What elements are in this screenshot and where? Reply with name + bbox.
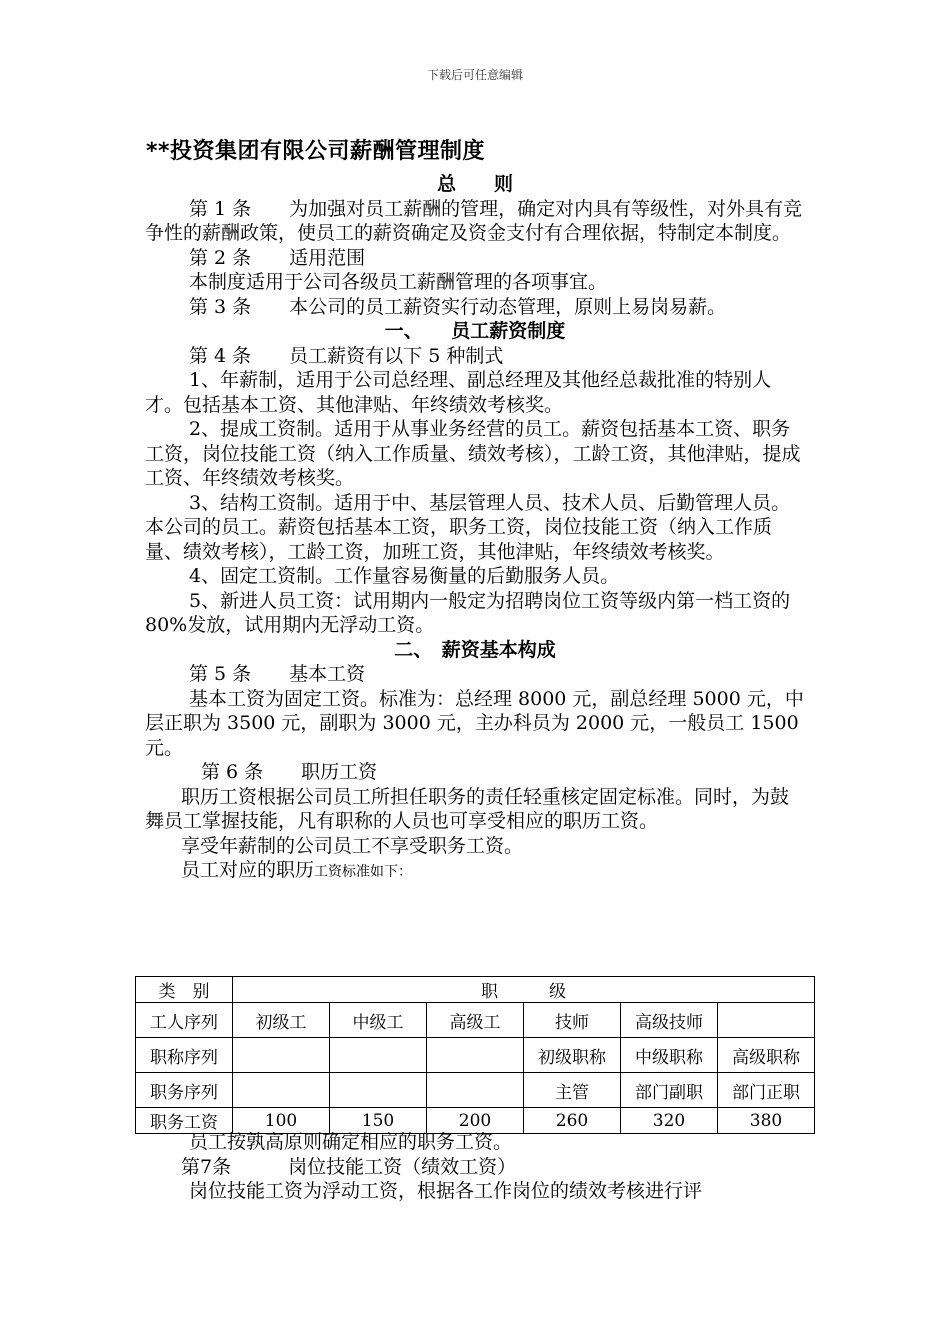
row-label: 职称序列	[136, 1038, 233, 1073]
section-1-heading: 一、 员工薪资制度	[384, 320, 566, 342]
table-cell: 150	[330, 1108, 427, 1134]
item-2: 2、提成工资制。适用于从事业务经营的员工。薪资包括基本工资、职务工资，岗位技能工资（纳入工作质量、绩效考核），工龄工资，其他津贴，提成工资、年终绩效考核奖。	[145, 418, 801, 489]
table-cell: 部门正职	[718, 1073, 815, 1108]
article-7: 第7条 岗位技能工资（绩效工资）	[181, 1155, 517, 1178]
section-2-heading: 二、 薪资基本构成	[394, 638, 556, 661]
article-4: 第 4 条 员工薪资有以下 5 种制式	[189, 344, 504, 367]
table-cell	[330, 1038, 427, 1073]
table-cell: 260	[524, 1108, 621, 1134]
article-2: 第 2 条 适用范围	[189, 246, 366, 269]
table-cell	[233, 1038, 330, 1073]
table-cell	[427, 1038, 524, 1073]
article-6-text-2: 享受年薪制的公司员工不享受职务工资。	[181, 834, 524, 857]
article-6: 第 6 条 职历工资	[201, 761, 378, 783]
table-cell: 高级工	[427, 1003, 524, 1038]
table-cell: 技师	[524, 1003, 621, 1038]
document-body	[145, 172, 805, 885]
table-cell: 部门副职	[621, 1073, 718, 1108]
table-row	[136, 1073, 815, 1108]
section-general-heading: 总 则	[436, 173, 513, 195]
row-label: 职务序列	[136, 1073, 233, 1108]
item-3: 3、结构工资制。适用于中、基层管理人员、技术人员、后勤管理人员。本公司的员工。薪资包括基本工资，职务工资，岗位技能工资（纳入工作质量、绩效考核），工龄工资，加班工资，其他津贴，年终绩效考核奖。	[145, 491, 791, 563]
table-cell: 中级职称	[621, 1038, 718, 1073]
item-5: 5、新进人员工资：试用期内一般定为招聘岗位工资等级内第一档工资的 80%发放，试用期内无浮动工资。	[145, 589, 791, 636]
document-title: **投资集团有限公司薪酬管理制度	[146, 139, 486, 164]
article-1: 第 1 条 为加强对员工薪酬的管理，确定对内具有等级性，对外具有竞争性的薪酬政策，使员工的薪资确定及资金支付有合理依据，特制定本制度。	[145, 197, 803, 244]
table-cell: 中级工	[330, 1003, 427, 1038]
item-4: 4、固定工资制。工作量容易衡量的后勤服务人员。	[189, 565, 620, 587]
article-5: 第 5 条 基本工资	[189, 663, 366, 685]
table-cell: 高级技师	[621, 1003, 718, 1038]
table-cell: 100	[233, 1108, 330, 1134]
item-1: 1、年薪制，适用于公司总经理、副总经理及其他经总裁批准的特别人才。包括基本工资、其他津贴、年终绩效考核奖。	[145, 369, 772, 416]
table-header-category: 类 别	[136, 977, 233, 1003]
header-note: 下载后可任意编辑	[426, 68, 523, 82]
article-3: 第 3 条 本公司的员工薪资实行动态管理，原则上易岗易薪。	[189, 295, 727, 318]
table-cell: 380	[718, 1108, 815, 1134]
table-row	[136, 1003, 815, 1038]
table-cell: 初级工	[233, 1003, 330, 1038]
table-intro-small: 工资标准如下：	[314, 864, 413, 880]
table-header-grade: 职 级	[233, 977, 815, 1003]
table-cell	[330, 1073, 427, 1108]
table-cell: 200	[427, 1108, 524, 1134]
document-body-continued	[145, 1130, 805, 1204]
article-5-text: 基本工资为固定工资。标准为：总经理 8000 元，副总经理 5000 元，中层正职为 3500 元，副职为 3000 元，主办科员为 2000 元，一般员工 1500 元。	[145, 687, 804, 759]
after-table-text: 员工按孰高原则确定相应的职务工资。	[189, 1131, 513, 1153]
table-cell: 初级职称	[524, 1038, 621, 1073]
table-cell	[233, 1073, 330, 1108]
table-cell	[718, 1003, 815, 1038]
article-7-text: 岗位技能工资为浮动工资，根据各工作岗位的绩效考核进行评	[189, 1180, 703, 1202]
article-6-text-3	[145, 858, 805, 885]
table-header-row	[136, 977, 815, 1003]
table-cell	[427, 1073, 524, 1108]
table-row	[136, 1038, 815, 1073]
article-2-text: 本制度适用于公司各级员工薪酬管理的各项事宜。	[189, 271, 608, 293]
row-label: 职务工资	[136, 1108, 233, 1134]
position-salary-table	[135, 976, 815, 1134]
article-6-text-1: 职历工资根据公司员工所担任职务的责任轻重核定固定标准。同时，为鼓舞员工掌握技能，凡有职称的人员也可享受相应的职历工资。	[145, 785, 790, 832]
table-cell: 主管	[524, 1073, 621, 1108]
row-label: 工人序列	[136, 1003, 233, 1038]
table-cell: 高级职称	[718, 1038, 815, 1073]
table-intro-main: 员工对应的职历	[181, 859, 315, 881]
table-cell: 320	[621, 1108, 718, 1134]
